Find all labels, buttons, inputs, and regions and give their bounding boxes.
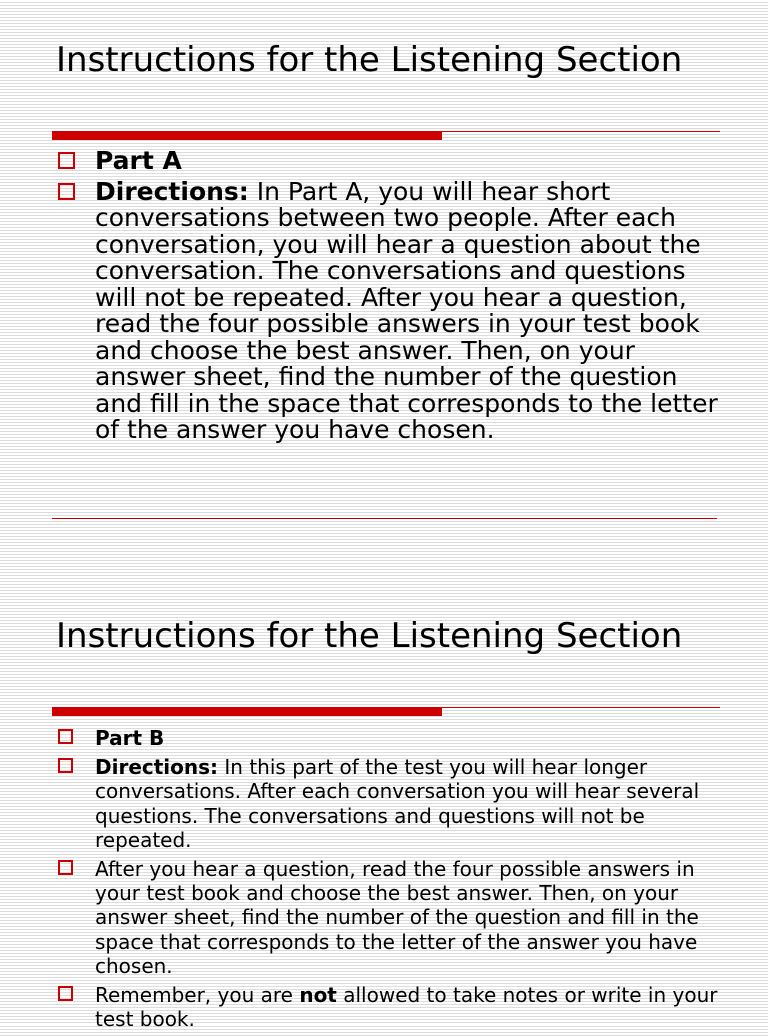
square-outline-icon — [58, 986, 73, 1001]
bullet-list — [58, 726, 718, 1036]
slide-bottom-divider — [52, 518, 717, 519]
square-outline-icon — [58, 152, 75, 169]
square-outline-icon — [58, 729, 73, 744]
slide-title: Instructions for the Listening Section — [56, 616, 683, 656]
bullet-item-reminder — [58, 983, 718, 1031]
slide-part-b — [0, 576, 768, 1032]
bullet-item-part-label — [58, 148, 718, 175]
directions-text: In this part of the test you will hear longer conversations. After each conversation you will hear several questions. The conversations and questions will not be repeated. — [95, 755, 700, 852]
bullet-list — [58, 148, 718, 448]
part-label: Part B — [95, 726, 165, 750]
square-outline-icon — [58, 860, 73, 875]
bullet-item-directions — [58, 176, 718, 444]
title-divider — [52, 128, 720, 140]
bullet-item-part-label — [58, 726, 718, 750]
slide-title: Instructions for the Listening Section — [56, 40, 683, 80]
directions-label: Directions: — [95, 755, 219, 780]
reminder-text-before: Remember, you are — [95, 983, 300, 1008]
directions-label: Directions: — [95, 176, 249, 206]
bullet-item-directions — [58, 755, 718, 852]
square-outline-icon — [58, 758, 73, 773]
bullet-item-answer-instructions — [58, 857, 718, 978]
title-divider — [52, 704, 720, 716]
part-label: Part A — [95, 146, 182, 175]
directions-text: In Part A, you will hear short conversations between two people. After each conversation, you will hear a question about the conversation. The conversations and questions will not be repeated. After you hear a question, read the four possible answers in your test book and choose the best answer. Then, on your answer sheet, find the number of the question and fill in the space that corresponds to the letter of the answer you have chosen. — [95, 176, 718, 444]
square-outline-icon — [58, 183, 75, 200]
answer-instructions-text: After you hear a question, read the four possible answers in your test book and choose the best answer. Then, on your answer sheet, find the number of the question and fill in the space that corresponds to the letter of the answer you have chosen. — [95, 857, 699, 978]
reminder-emphasis: not — [299, 983, 337, 1008]
title-divider-thick — [52, 707, 442, 716]
title-divider-thick — [52, 131, 442, 140]
reminder-text-after: allowed to take notes or write in your test book. — [95, 983, 718, 1032]
